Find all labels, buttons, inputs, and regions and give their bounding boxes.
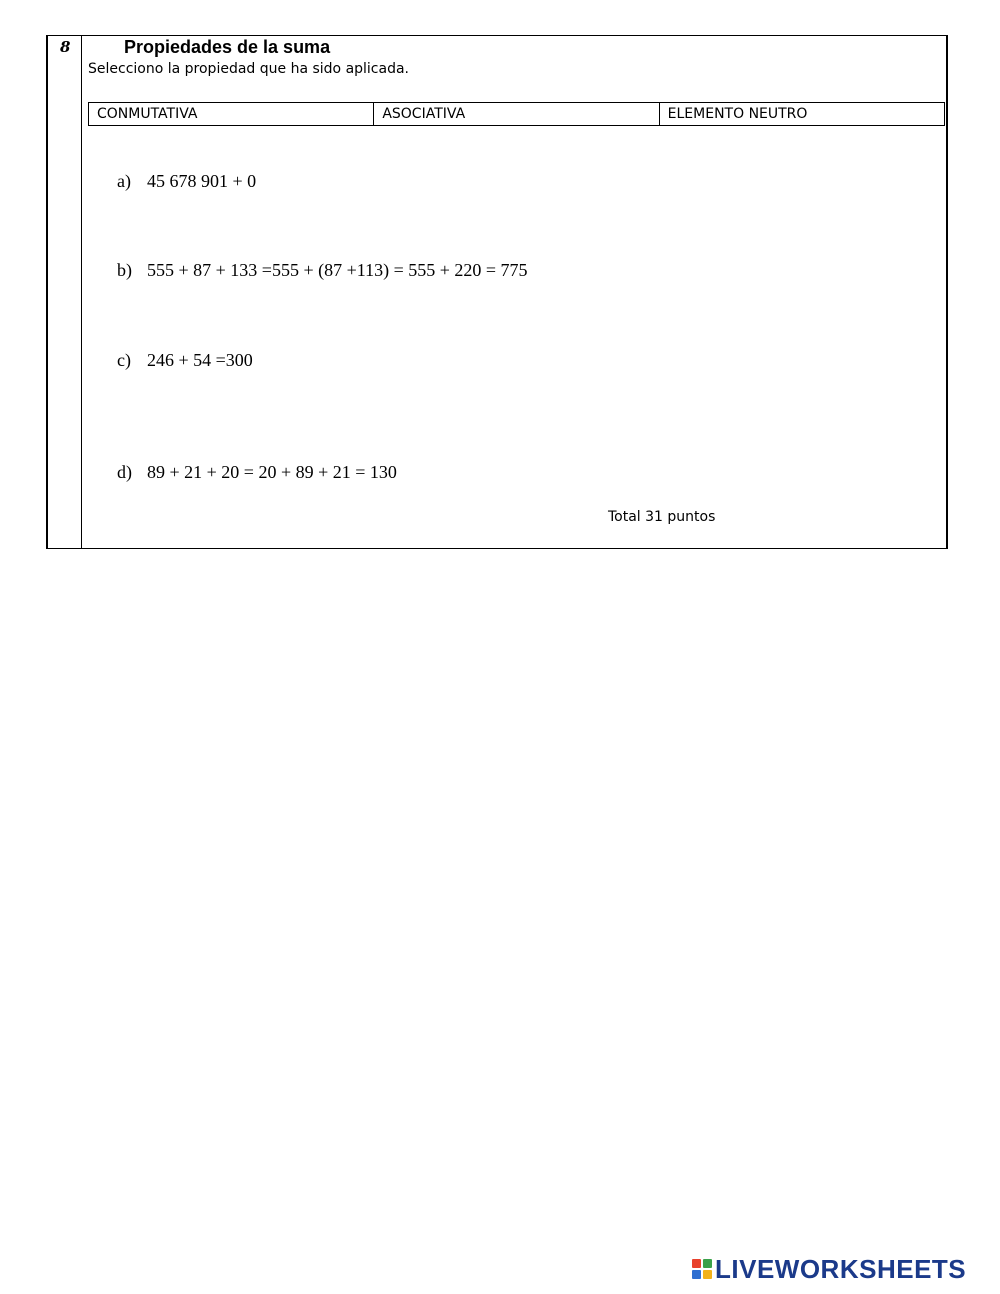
exercise-title: Propiedades de la suma <box>124 37 331 57</box>
logo-square-green <box>703 1259 712 1268</box>
exercise-number: 8 <box>60 38 71 56</box>
item-c <box>117 350 253 371</box>
logo-square-blue <box>692 1270 701 1279</box>
exercise-number-column <box>48 36 82 548</box>
liveworksheets-brand <box>692 1256 966 1282</box>
item-a <box>117 171 256 192</box>
item-b <box>117 260 528 281</box>
item-expression: 89 + 21 + 20 = 20 + 89 + 21 = 130 <box>147 462 397 482</box>
item-d <box>117 462 397 483</box>
total-points: Total 31 puntos <box>608 509 716 525</box>
item-expression: 45 678 901 + 0 <box>147 171 257 191</box>
logo-square-red <box>692 1259 701 1268</box>
option-asociativa[interactable]: ASOCIATIVA <box>374 103 659 125</box>
logo-square-yellow <box>703 1270 712 1279</box>
item-letter: a) <box>117 171 131 191</box>
exercise-box <box>46 35 948 549</box>
option-elemento-neutro[interactable]: ELEMENTO NEUTRO <box>667 106 808 122</box>
item-letter: d) <box>117 462 132 482</box>
liveworksheets-logo-icon <box>692 1259 712 1279</box>
item-expression: 246 + 54 =300 <box>147 350 253 370</box>
item-letter: b) <box>117 260 132 280</box>
property-options-table <box>88 102 945 126</box>
option-conmutativa[interactable]: CONMUTATIVA <box>89 103 374 125</box>
brand-name: LIVEWORKSHEETS <box>715 1254 967 1284</box>
item-expression: 555 + 87 + 133 =555 + (87 +113) = 555 + 220 = 775 <box>147 260 528 280</box>
item-letter: c) <box>117 350 131 370</box>
exercise-instruction: Selecciono la propiedad que ha sido aplicada. <box>88 61 410 77</box>
